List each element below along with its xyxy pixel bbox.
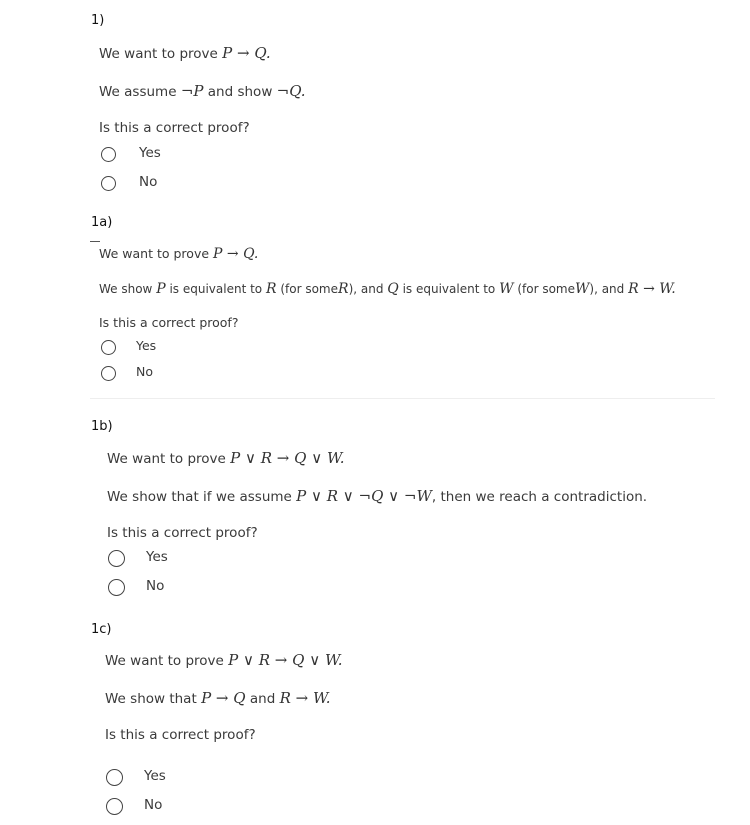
radio-button[interactable] (106, 798, 123, 815)
math-expression: R (338, 281, 349, 297)
proof-text: We show (99, 282, 153, 296)
option-no[interactable] (101, 363, 153, 383)
proof-text: We show that (105, 691, 197, 707)
option-yes[interactable] (108, 548, 168, 568)
math-expression: W (499, 281, 514, 297)
proof-text: We assume (99, 84, 177, 100)
math-expression: R → W. (279, 689, 331, 707)
proof-text: , then we reach a contradiction. (431, 489, 648, 505)
math-expression: P ∨ R ∨ ¬Q ∨ ¬W (296, 487, 432, 505)
math-expression: ¬Q. (276, 82, 306, 100)
statement-text: We want to prove (107, 451, 226, 467)
option-yes[interactable] (106, 767, 166, 787)
math-expression: P ∨ R → Q ∨ W. (230, 449, 345, 467)
radio-button[interactable] (108, 550, 125, 567)
divider-mark (90, 241, 100, 242)
radio-button[interactable] (101, 366, 116, 381)
proof-line (99, 82, 306, 100)
proof-text: ), and (348, 282, 384, 296)
math-expression: P → Q. (213, 246, 259, 262)
question-number: 1a) (91, 215, 113, 230)
proof-text: ), and (589, 282, 625, 296)
proof-text: and show (207, 84, 273, 100)
question-prompt: Is this a correct proof? (99, 120, 250, 136)
statement-line (99, 246, 258, 262)
question-number: 1b) (91, 419, 113, 434)
option-label: No (144, 797, 163, 813)
radio-button[interactable] (106, 769, 123, 786)
radio-button[interactable] (101, 147, 116, 162)
radio-button[interactable] (108, 579, 125, 596)
statement-text: We want to prove (99, 246, 210, 261)
option-label: No (136, 364, 153, 379)
statement-line (107, 449, 345, 467)
option-no[interactable] (106, 796, 163, 816)
statement-line (105, 651, 343, 669)
proof-line (107, 487, 647, 505)
math-expression: Q (387, 281, 399, 297)
section-divider (90, 398, 715, 399)
proof-line (99, 281, 676, 297)
radio-button[interactable] (101, 176, 116, 191)
question-prompt: Is this a correct proof? (105, 727, 256, 743)
proof-text: (for some (280, 282, 339, 296)
option-yes[interactable] (101, 337, 157, 357)
proof-line (105, 689, 331, 707)
option-no[interactable] (108, 577, 165, 597)
option-no[interactable] (101, 173, 158, 193)
proof-text: and (249, 691, 276, 707)
option-label: Yes (144, 768, 166, 784)
proof-text: is equivalent to (402, 282, 496, 296)
math-expression: R (265, 281, 277, 297)
option-yes[interactable] (101, 144, 161, 164)
math-expression: P → Q (201, 689, 246, 707)
proof-text: (for some (517, 282, 575, 296)
proof-text: is equivalent to (169, 282, 263, 296)
option-label: Yes (139, 145, 161, 161)
statement-line (99, 44, 271, 62)
question-number: 1c) (91, 622, 112, 637)
math-expression: P (156, 281, 166, 297)
radio-button[interactable] (101, 340, 116, 355)
math-expression: R → W. (628, 281, 676, 297)
option-label: Yes (136, 338, 157, 353)
question-prompt: Is this a correct proof? (107, 525, 258, 541)
option-label: Yes (146, 549, 168, 565)
proof-text: We show that if we assume (107, 489, 292, 505)
statement-text: We want to prove (99, 46, 218, 62)
option-label: No (139, 174, 158, 190)
math-expression: P ∨ R → Q ∨ W. (228, 651, 343, 669)
statement-text: We want to prove (105, 653, 224, 669)
question-prompt: Is this a correct proof? (99, 315, 239, 330)
math-expression: ¬P (180, 82, 204, 100)
math-expression: P → Q. (222, 44, 271, 62)
math-expression: W (575, 281, 590, 297)
option-label: No (146, 578, 165, 594)
question-number: 1) (91, 13, 105, 28)
